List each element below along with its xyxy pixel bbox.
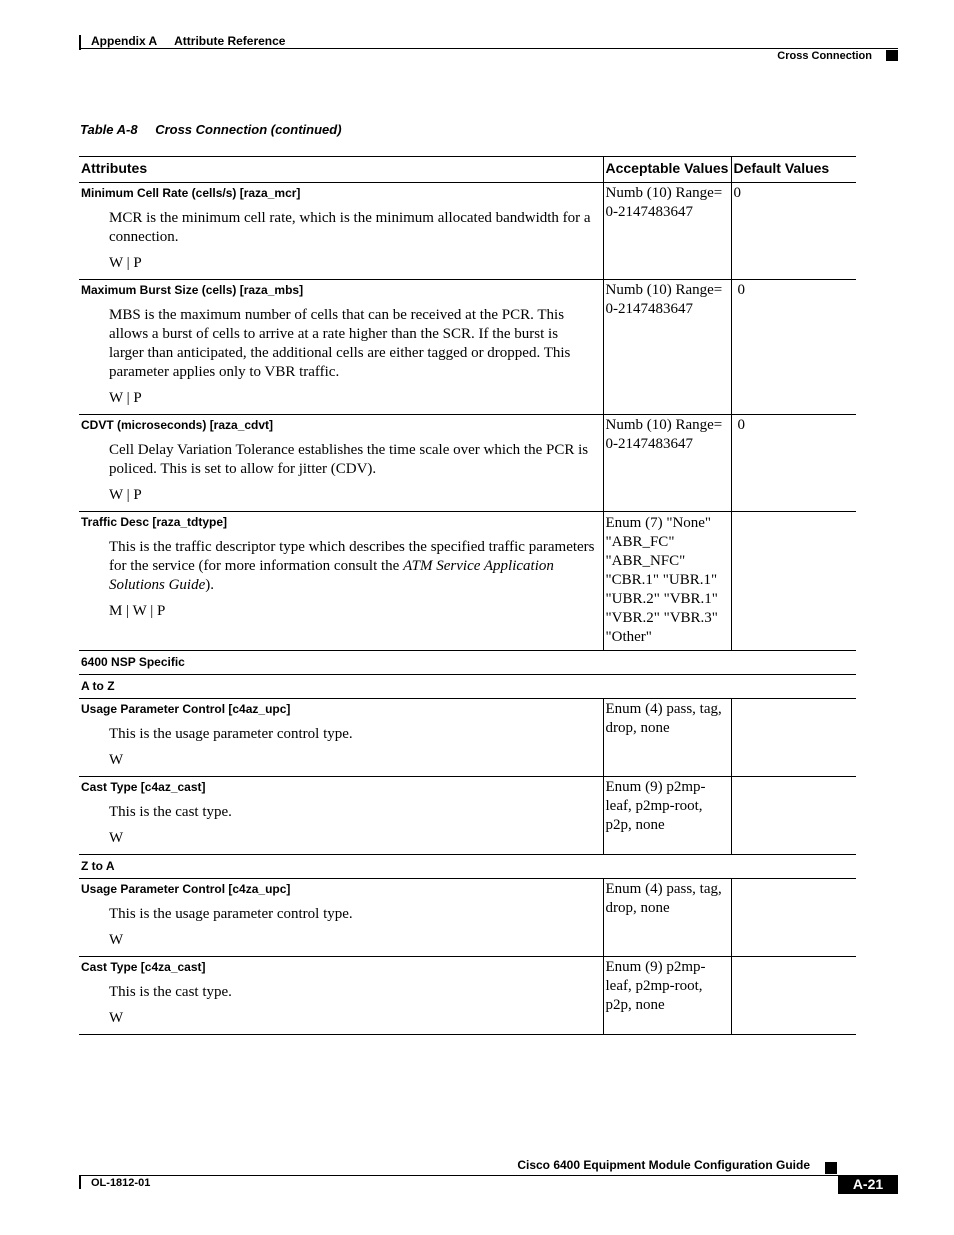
table-row — [79, 183, 856, 280]
header-acceptable-values: Acceptable Values — [603, 157, 731, 183]
footer-rule-mark — [79, 1175, 81, 1189]
footer-page-number: A-21 — [838, 1175, 898, 1194]
attribute-permissions: W — [109, 1010, 124, 1026]
section-row — [79, 855, 856, 879]
section-row — [79, 675, 856, 699]
attribute-title: Minimum Cell Rate (cells/s) [raza_mcr] — [81, 186, 301, 200]
table-caption — [80, 122, 356, 137]
table-row — [79, 957, 856, 1035]
attribute-description: MBS is the maximum number of cells that can be received at the PCR. This allows a burst of cells to arrive at a rate higher than the SCR. If the burst is larger than anticipated, the additional cells are either tagged or dropped. This parameter applies only to VBR traffic. — [109, 307, 571, 380]
footer-block-mark — [825, 1162, 837, 1174]
attribute-permissions: W | P — [109, 487, 142, 503]
attribute-description — [109, 538, 595, 595]
acceptable-values: Numb (10) Range=0-2147483647 — [605, 185, 723, 220]
attribute-title: Cast Type [c4az_cast] — [81, 780, 206, 794]
header-appendix: Appendix A — [91, 34, 158, 48]
acceptable-values: Enum (4) pass, tag, drop, none — [605, 701, 722, 736]
table-header-row — [79, 157, 856, 183]
table-row — [79, 879, 856, 957]
attribute-title: Usage Parameter Control [c4az_upc] — [81, 702, 291, 716]
footer-divider — [79, 1175, 898, 1176]
footer-guide-title: Cisco 6400 Equipment Module Configuration Guide — [517, 1158, 810, 1172]
table-row — [79, 699, 856, 777]
header-section: Attribute Reference — [174, 34, 286, 48]
header-default-values: Default Values — [731, 157, 856, 183]
attribute-title: Cast Type [c4za_cast] — [81, 960, 206, 974]
attribute-description: Cell Delay Variation Tolerance establishes the time scale over which the PCR is policed. This is set to allow for jitter (CDV). — [109, 442, 589, 477]
default-value: 0 — [733, 185, 741, 201]
header-divider — [79, 48, 898, 49]
acceptable-values: Enum (4) pass, tag, drop, none — [605, 881, 722, 916]
section-heading-a-to-z: A to Z — [81, 679, 115, 693]
acceptable-values: Numb (10) Range=0-2147483647 — [605, 282, 723, 317]
attribute-description: This is the cast type. — [109, 984, 232, 1000]
attribute-description: MCR is the minimum cell rate, which is the minimum allocated bandwidth for a connection. — [109, 210, 591, 245]
attribute-description: This is the usage parameter control type. — [109, 906, 353, 922]
attribute-permissions: W | P — [109, 390, 142, 406]
attribute-description: This is the cast type. — [109, 804, 232, 820]
section-heading-z-to-a: Z to A — [81, 859, 115, 873]
attribute-title: Maximum Burst Size (cells) [raza_mbs] — [81, 283, 304, 297]
description-text: This is the traffic descriptor type which describes the specified traffic parameters for the service (for more information consult the — [109, 539, 595, 574]
header-chapter: Cross Connection — [777, 50, 872, 62]
attribute-title: CDVT (microseconds) [raza_cdvt] — [81, 418, 274, 432]
acceptable-values: Numb (10) Range=0-2147483647 — [605, 417, 723, 452]
default-value — [732, 512, 857, 513]
attribute-title: Traffic Desc [raza_tdtype] — [81, 515, 228, 529]
header-block-mark — [886, 50, 898, 61]
table-row — [79, 512, 856, 651]
footer-doc-number: OL-1812-01 — [91, 1177, 151, 1189]
default-value: 0 — [737, 282, 745, 298]
default-value — [732, 957, 857, 958]
table-row — [79, 280, 856, 415]
table-id: Table A-8 — [80, 122, 138, 137]
header-attributes: Attributes — [81, 160, 148, 176]
running-header — [91, 34, 299, 48]
table-row — [79, 415, 856, 512]
default-value — [732, 699, 857, 700]
table-title: Cross Connection (continued) — [155, 122, 342, 137]
default-value: 0 — [737, 417, 745, 433]
section-heading-nsp: 6400 NSP Specific — [81, 655, 185, 669]
attribute-permissions: W — [109, 932, 124, 948]
description-text-end: ). — [205, 577, 214, 593]
acceptable-values: Enum (9) p2mp-leaf, p2mp-root, p2p, none — [605, 959, 706, 1013]
section-row — [79, 651, 856, 675]
acceptable-values: Enum (9) p2mp-leaf, p2mp-root, p2p, none — [605, 779, 706, 833]
attribute-table — [79, 156, 856, 1035]
table-row — [79, 777, 856, 855]
attribute-permissions: W — [109, 830, 124, 846]
attribute-description: This is the usage parameter control type. — [109, 726, 353, 742]
acceptable-values: Enum (7) "None" "ABR_FC" "ABR_NFC" "CBR.1" "UBR.1" "UBR.2" "VBR.1" "VBR.2" "VBR.3" "Other" — [605, 515, 718, 645]
attribute-title: Usage Parameter Control [c4za_upc] — [81, 882, 291, 896]
guide-reference: ATM Service Application Solutions Guide — [109, 558, 554, 593]
attribute-permissions: M | W | P — [109, 603, 166, 619]
attribute-permissions: W | P — [109, 255, 142, 271]
default-value — [732, 879, 857, 880]
attribute-permissions: W — [109, 752, 124, 768]
default-value — [732, 777, 857, 778]
